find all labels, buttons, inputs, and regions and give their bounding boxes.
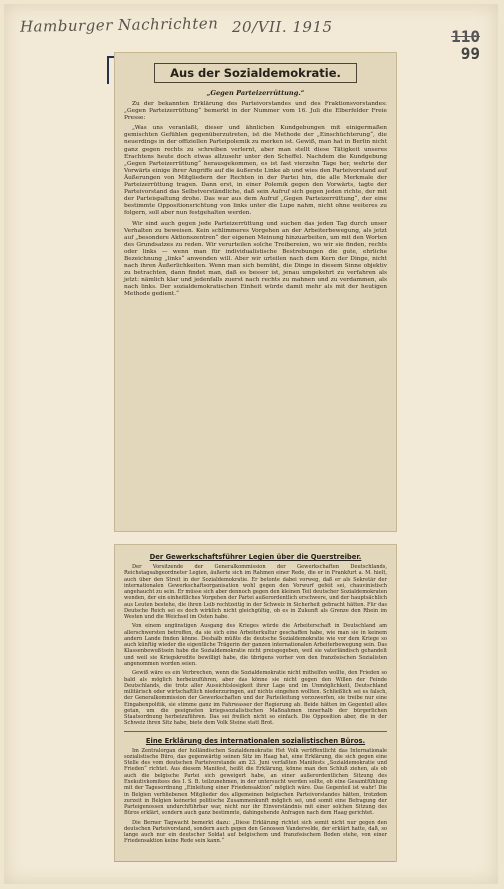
article-1-title: Aus der Sozialdemokratie. [154, 63, 357, 83]
article-2-paragraph: Der Vorsitzende der Generalkommission der Gewerkschaften Deutschlands, Reichstagsabgeordneter Legien, äußerte sich im Rahmen einer Rede, die er in Frankfurt a. M. hielt, auch über den Streit in der Sozialdemokratie. Er betonte dabei vorweg, daß er als Sekretär der internationalen Gewerkschaftsorganisation wohl gegen den Vorwurf gefeit sei, chauvinistisch angehaucht zu sein. Er müsse sich aber dennoch gegen den kleinen Teil deutscher Sozialdemokraten wenden, der ein einheitliches Vorgehen der Partei außerordentlich erschwere, und der hauptsächlich aus Leuten bestehe, die ihren Leib rechtzeitig in der Schweiz in Sicherheit gebracht hätten. Für das Deutsche Reich sei es doch wirklich nicht gleichgültig, ob es in Zukunft als Grenze den Rhein im Westen und die Weichsel im Osten habe. [124, 564, 387, 621]
article-1-subtitle: „Gegen Parteizerrüttung.“ [206, 89, 305, 97]
article-2-title: Der Gewerkschaftsführer Legien über die Querstreiber. [149, 553, 362, 561]
clipping-edge [114, 861, 395, 872]
archive-sheet [4, 4, 498, 884]
article-2-paragraph: Gewiß wäre es ein Verbrechen, wenn die Sozialdemokratie nicht mithelfen wollte, den Frieden so bald als möglich herbeizuführen, aber das könne sie nicht gegen den Willen der Feinde Deutschlands, die trotz aller Aussichtslosigkeit ihrer Lage und im Unmöglichkeit, Deutschland militärisch oder wirtschaftlich niederzuringen, auf nichts eingehen wollten. Schließlich sei es falsch, der Generalkommission der Gewerkschaften und der Parteileitung vorzuwerfen, sie treibe nur eine Eingabenpolitik, sie stimme ganz im Fahrwasser der Regierung ab. Beide hätten im Gegenteil alles getan, um die geeigneten kriegssozialistischen Maßnahmen innerhalb der bürgerlichen Staatsordnung herbeizuführen. Das sei freilich nicht so einfach. Die Opposition aber, die in der Schweiz ihren Sitz habe, biete dem Volk Steine statt Brot. [124, 670, 387, 727]
archive-stamp [451, 28, 480, 62]
stamp-number: 99 [460, 44, 480, 63]
clipping-1 [114, 52, 397, 532]
article-1-paragraph: Zu der bekannten Erklärung des Parteivorstandes und des Fraktionsvorstandes: „Gegen Parteizerrüttung“ bemerkt in der Nummer vom 16. Juli die Elberfelder Freie Presse: [124, 101, 387, 122]
handwritten-source: Hamburger Nachrichten [19, 14, 219, 36]
divider [124, 731, 387, 732]
article-3-paragraph: Im Zentralorgan der holländischen Sozialdemokratie Het Volk veröffentlicht das Internationale sozialistische Büro, das gegenwärtig seinen Sitz im Haag hat, eine Erklärung, die sich gegen eine Stelle des vom deutschen Parteivorstande am 23. Juni verfaßten Manifests „Sozialdemokratie und Frieden“ richtet. Aus diesem Manifest, heißt die Erklärung, könne man den Schluß ziehen, als ob auch die belgische Partei sich geweigert habe, an einer außerordentlichen Sitzung des Exekutivkomitees des I. S. B. teilzunehmen, in der untersucht werden sollte, ob eine Gesamtfühlung mit der Tagesordnung „Einleitung einer Friedensaktion“ möglich wäre. Das Gegenteil ist wahr! Die in Belgien verbliebenen Mitglieder des allgemeinen belgischen Parteivorstandes hätten, trotzdem zurzeit in Belgien keinerlei politische Zusammenkunft möglich sei, und somit eine Befragung der Parteigenossen undurchführbar war, nicht nur ihr Einverständnis mit einer solchen Sitzung des Büros erklärt, sondern auch ganz bestimmte, dahingehende Anfragen nach dem Haag gerichtet. [124, 747, 387, 817]
article-3-paragraph: Die Berner Tagwacht bemerkt dazu: „Diese Erklärung richtet sich somit nicht nur gegen den deutschen Parteivorstand, sondern auch gegen den Genossen Vandervelde, der erklärt hatte, daß, so lange auch nur ein deutscher Soldat auf belgischem und französischem Boden stehe, von einer Friedensaktion keine Rede sein kann.“ [124, 819, 387, 845]
article-2-paragraph: Von einem ungünstigen Ausgang des Krieges würde die Arbeiterschaft in Deutschland am allerschwersten betroffen, da sie sich eine Arbeiterkultur geschaffen habe, wie man sie in keinem andern Lande finden könne. Deshalb müßte die deutsche Sozialdemokratie wie vor dem Kriege so auch künftig wieder die eigentliche Trägerin der ganzen internationalen Arbeiterbewegung sein. Das Klassenbewußtsein habe die Sozialdemokratie nicht preisgegeben, weil sie vaterländisch gehandelt und weil sie Kriegskredite bewilligt habe, die übrigens vorher von den französischen Sozialisten angenommen worden seien. [124, 623, 387, 667]
stamp-old-number: 110 [451, 27, 480, 46]
clipping-2 [114, 544, 397, 862]
article-1-paragraph: Wir sind auch gegen jede Parteizerrüttung und suchen das jeden Tag durch unser Verhalten zu beweisen. Kein schlimmeres Vorgehen an der Arbeiterbewegung, als jetzt auf „besondere Aktionszentren“ der eigenen Meinung hinzuarbeiten, um mit den Worten des Grundsatzes zu reden. Wir verurteilen solche Treibereien, wo wir sie finden, rechts oder links — wenn man für individualistische Bestrebungen die gute, ehrliche Bezeichnung „links“ anwenden will. Aber wir urteilen nach dem Kern der Dinge, nicht nach ihren Äußerlichkeiten. Wenn man sich bemüht, die Dinge in diesem Sinne objektiv zu betrachten, dann findet man, daß es besser ist, jenau umgekehrt zu verfahren als jetzt: nämlich klar und jedenfalls zuerst nach rechts zu mahnen und zu verdammen, als nach links. Der sozialdemokratischen Einheit würde damit mehr als mit der heutigen Methode gedient.“ [124, 220, 387, 298]
article-3-title: Eine Erklärung des internationalen sozialistischen Büros. [145, 736, 366, 745]
handwritten-date: 20/VII. 1915 [232, 18, 333, 36]
article-1-paragraph: „Was uns veranlaßt, dieser und ähnlichen Kundgebungen mit einigermaßen gemischten Gefühlen gegenüberzutreten, ist die Methode der „Einschüchterung“, die neuerdings in der offiziellen Parteipolemik zu merken ist. Gewiß, man hat in Berlin nicht ganz gegen rechts zu schreiben verlernt, aber man stellt diese Tätigkeit unseres Erachtens heute doch etwas allzusehr unter den Scheffel. Nachdem die Kundgebung „Gegen Parteizerrüttung“ herausgekommen, es ist fast vierzehn Tage her, wehrte der Vorwärts einige ihrer Angriffe auf die äußerste Linke ab und wies den Parteivorstand auf Äußerungen von Mitgliedern der Rechten in der Partei hin, die alle Merkmale der Parteizerrüttung tragen. Dann erst, in einer Polemik gegen den Vorwärts, tagte der Parteivorstand das Selbstverständliche, daß sein Aufruf sich gegen jeden richte, der mit der Parteispaltung drohe. Das war aus dem Aufruf „Gegen Parteizerrüttung“, der eine bestimmte Oppositionsrichtung von links unter die Lupe nahm, nicht ohne weiteres zu folgern, soll aber nun festgehalten werden. [124, 125, 387, 217]
